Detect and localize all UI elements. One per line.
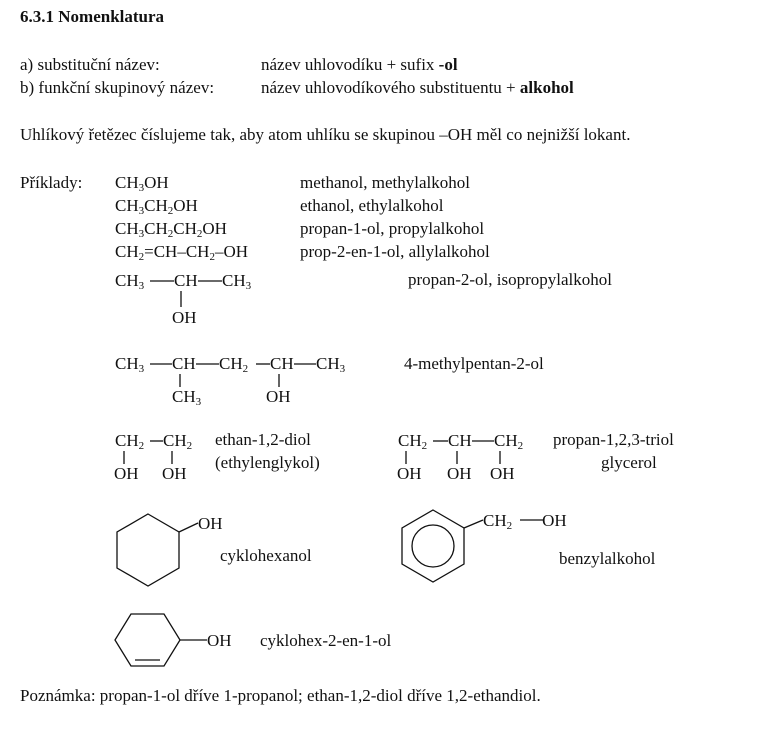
- rule-a-label: a) substituční název:: [20, 55, 160, 74]
- mp-oh: OH: [266, 387, 291, 406]
- rule-b-bold: alkohol: [519, 78, 574, 97]
- formula: $CH_3CH_2OH$: [115, 196, 198, 217]
- ed-oh-2: OH: [162, 464, 187, 483]
- numbering-rule: Uhlíkový řetězec číslujeme tak, aby atom uhlíku se skupinou –OH měl co nejnižší lokant.: [20, 125, 631, 144]
- mp-group-3: $CH_2$: [219, 354, 249, 375]
- benzyl-name: benzylalkohol: [559, 549, 656, 568]
- isopropanol-ch3-right: $CH_3$: [222, 271, 252, 292]
- formula-name: prop-2-en-1-ol, allylalkohol: [300, 242, 490, 261]
- isopropanol-ch: CH: [174, 271, 198, 290]
- note: Poznámka: propan-1-ol dříve 1-propanol; ethan-1,2-diol dříve 1,2-ethandiol.: [20, 686, 541, 705]
- cyclohexenol-name: cyklohex-2-en-1-ol: [260, 631, 392, 650]
- isopropanol-name: propan-2-ol, isopropylalkohol: [408, 270, 612, 289]
- mp-methyl: $CH_3$: [172, 387, 202, 408]
- mp-group-2: CH: [172, 354, 196, 373]
- formula-name: propan-1-ol, propylalkohol: [300, 219, 485, 238]
- mp-group-5: $CH_3$: [316, 354, 346, 375]
- isopropanol-oh: OH: [172, 308, 197, 327]
- benzene-ring: [402, 510, 464, 582]
- rule-b-label: b) funkční skupinový název:: [20, 78, 215, 97]
- formula: $CH_3OH$: [115, 173, 169, 194]
- mp-name: 4-methylpentan-2-ol: [404, 354, 544, 373]
- ed-trivial: (ethylenglykol): [215, 453, 320, 472]
- aromatic-circle: [412, 525, 454, 567]
- gl-group-2: CH: [448, 431, 472, 450]
- gl-trivial: glycerol: [601, 453, 657, 472]
- gl-oh-2: OH: [447, 464, 472, 483]
- cyclohexenol-oh: OH: [207, 631, 232, 650]
- formula: $CH_3CH_2CH_2OH$: [115, 219, 227, 240]
- mp-group-1: $CH_3$: [115, 354, 145, 375]
- gl-oh-1: OH: [397, 464, 422, 483]
- mp-group-4: CH: [270, 354, 294, 373]
- gl-oh-3: OH: [490, 464, 515, 483]
- cyclohexanol-oh: OH: [198, 514, 223, 533]
- rule-a-suffix: -ol: [438, 55, 458, 74]
- ed-name: ethan-1,2-diol: [215, 430, 311, 449]
- ed-group-1: $CH_2$: [115, 431, 145, 452]
- bond: [464, 520, 483, 528]
- gl-group-1: $CH_2$: [398, 431, 428, 452]
- cyclohexane-ring: [117, 514, 179, 586]
- formula: $CH_2=CH-CH_2-OH$: [115, 242, 249, 263]
- gl-name: propan-1,2,3-triol: [553, 430, 674, 449]
- gl-group-3: $CH_2$: [494, 431, 524, 452]
- examples-label: Příklady:: [20, 173, 83, 192]
- rule-a-pre: název uhlovodíku + sufix: [261, 55, 439, 74]
- ed-group-2: $CH_2$: [163, 431, 193, 452]
- formula-name: ethanol, ethylalkohol: [300, 196, 444, 215]
- cyclohexene-ring: [115, 614, 180, 666]
- formula-name: methanol, methylalkohol: [300, 173, 470, 192]
- cyclohexanol-name: cyklohexanol: [220, 546, 312, 565]
- section-title: Nomenklatura: [58, 7, 165, 26]
- benzyl-side-chain: $CH_2$ OH: [483, 511, 567, 532]
- rule-b-pre: název uhlovodíkového substituentu +: [261, 78, 520, 97]
- section-number: 6.3.1: [20, 7, 54, 26]
- bond: [179, 523, 198, 532]
- isopropanol-ch3-left: $CH_3$: [115, 271, 145, 292]
- ed-oh-1: OH: [114, 464, 139, 483]
